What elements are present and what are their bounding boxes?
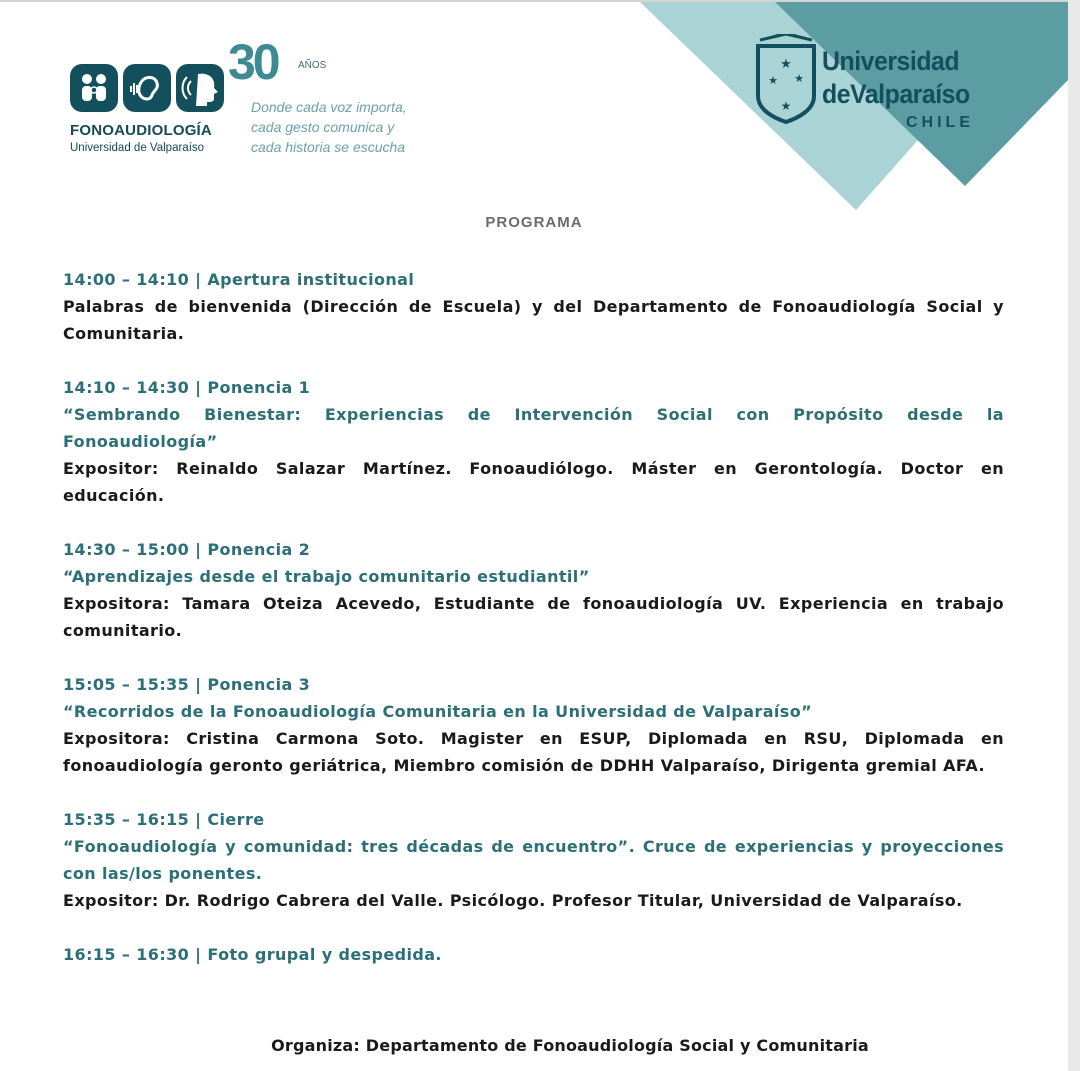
program-schedule xyxy=(63,266,1004,995)
session-title: “Sembrando Bienestar: Experiencias de Intervención Social con Propósito desde la Fonoaudiología” xyxy=(63,405,1004,451)
tagline-line-2: cada gesto comunica y xyxy=(251,119,395,135)
session-talk-2 xyxy=(63,536,1004,644)
uv-shield-icon xyxy=(756,34,818,126)
session-opening xyxy=(63,266,1004,347)
family-icon xyxy=(70,64,118,112)
hearing-icon xyxy=(123,64,171,112)
session-talk-3 xyxy=(63,671,1004,779)
fono-title: FONOAUDIOLOGÍA xyxy=(70,122,212,139)
session-title: “Aprendizajes desde el trabajo comunitario estudiantil” xyxy=(63,567,590,586)
session-description: Expositora: Tamara Oteiza Acevedo, Estudiante de fonoaudiología UV. Experiencia en trabajo comunitario. xyxy=(63,594,1004,640)
session-heading: 14:10 – 14:30 | Ponencia 1 xyxy=(63,378,311,397)
session-description: Palabras de bienvenida (Dirección de Escuela) y del Departamento de Fonoaudiología Social y Comunitaria. xyxy=(63,297,1004,343)
session-farewell xyxy=(63,941,1004,968)
right-edge-strip xyxy=(1068,0,1080,1071)
anniversary-label: AÑOS xyxy=(298,60,327,71)
session-heading: 15:05 – 15:35 | Ponencia 3 xyxy=(63,675,311,694)
svg-text:★: ★ xyxy=(768,74,778,87)
session-heading: 16:15 – 16:30 | Foto grupal y despedida. xyxy=(63,945,442,964)
uv-name-line-2: deValparaíso xyxy=(822,79,970,109)
anniversary-number: 30 xyxy=(228,34,278,90)
organizer-footer: Organiza: Departamento de Fonoaudiología Social y Comunitaria xyxy=(271,1036,869,1055)
programa-heading: PROGRAMA xyxy=(485,214,583,231)
session-heading: 15:35 – 16:15 | Cierre xyxy=(63,810,265,829)
fono-subtitle: Universidad de Valparaíso xyxy=(70,142,205,154)
tagline-line-1: Donde cada voz importa, xyxy=(251,99,407,115)
session-title: “Recorridos de la Fonoaudiología Comunitaria en la Universidad de Valparaíso” xyxy=(63,702,813,721)
uv-country: CHILE xyxy=(906,114,974,131)
session-description: Expositor: Dr. Rodrigo Cabrera del Valle. Psicólogo. Profesor Titular, Universidad de Valparaíso. xyxy=(63,891,963,910)
session-closing xyxy=(63,806,1004,914)
uv-name-line-1: Universidad xyxy=(822,46,960,76)
svg-text:★: ★ xyxy=(780,99,792,113)
session-description: Expositora: Cristina Carmona Soto. Magister en ESUP, Diplomada en RSU, Diplomada en fonoaudiología geronto geriátrica, Miembro comisión de DDHH Valparaíso, Dirigenta gremial AFA. xyxy=(63,729,1004,775)
svg-text:★: ★ xyxy=(780,57,792,72)
session-heading: 14:30 – 15:00 | Ponencia 2 xyxy=(63,540,311,559)
session-description: Expositor: Reinaldo Salazar Martínez. Fonoaudiólogo. Máster en Gerontología. Doctor en educación. xyxy=(63,459,1004,505)
session-title: “Fonoaudiología y comunidad: tres décadas de encuentro”. Cruce de experiencias y proyecciones con las/los ponentes. xyxy=(63,837,1004,883)
svg-text:★: ★ xyxy=(794,72,804,85)
tagline-line-3: cada historia se escucha xyxy=(251,139,406,155)
session-talk-1 xyxy=(63,374,1004,509)
session-heading: 14:00 – 14:10 | Apertura institucional xyxy=(63,270,415,289)
anniversary-badge xyxy=(228,32,448,162)
speaking-head-icon xyxy=(176,64,224,112)
uv-logo xyxy=(756,34,996,134)
